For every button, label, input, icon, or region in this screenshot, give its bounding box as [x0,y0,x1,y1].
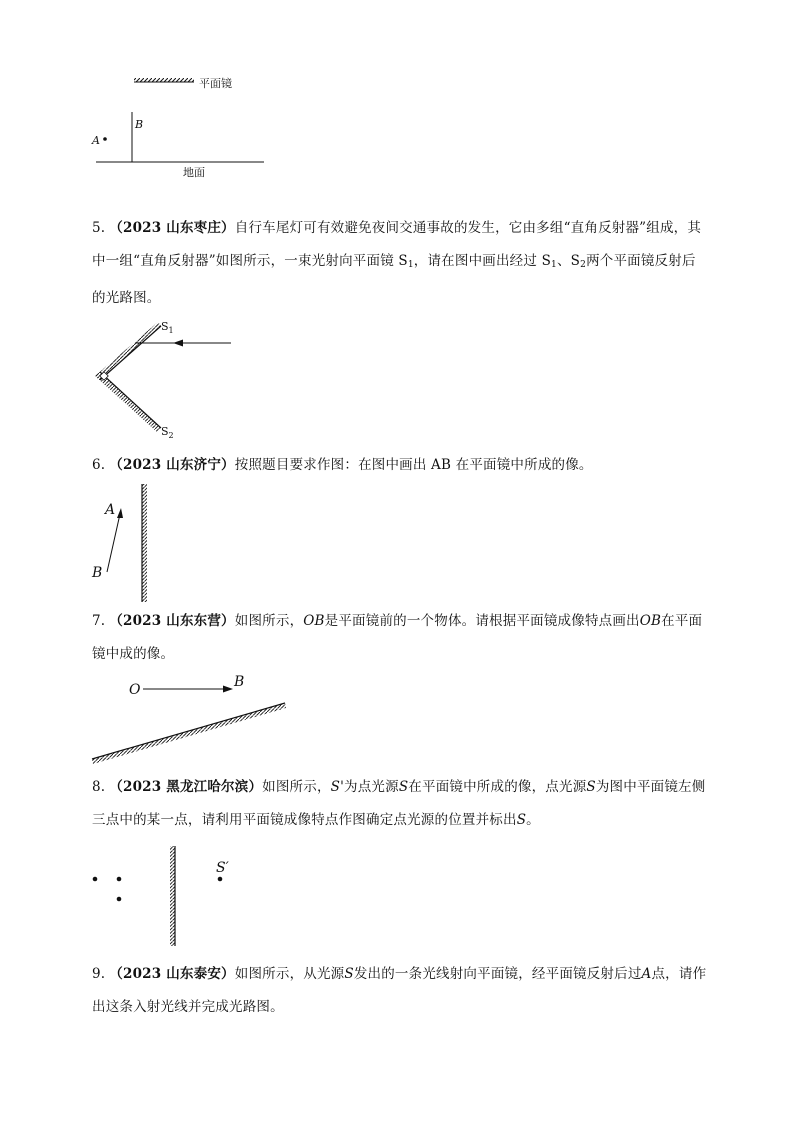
question-7 [92,605,708,671]
figure-point-sources [85,840,245,952]
figure-ob-slanted-mirror [85,670,295,770]
question-text: 在平面镜中成的像。 [92,613,703,662]
question-5 [92,212,708,315]
italic-label: S [398,779,409,795]
figure-mirror-ground [80,70,280,185]
label-a: A [92,134,100,147]
italic-label: S [586,779,596,795]
image-point-dot [218,877,223,882]
question-source: （2023 山东东营） [109,613,235,629]
vertical-mirror [142,484,147,602]
question-text: 在平面镜中所成的像，点光源 [408,779,587,795]
mirror-s1 [95,322,161,380]
question-number: 5. [92,220,106,236]
figure-ab-vertical-mirror [85,480,175,605]
subscript: 2 [580,260,587,270]
label-o: O [129,682,141,698]
object-ab [107,514,120,572]
label-b: B [234,674,245,690]
question-6 [92,449,708,482]
question-source: （2023 山东枣庄） [109,220,235,236]
ground-label: 地面 [183,166,205,179]
question-text: 点，请作出这条入射光线并完成光路图。 [92,966,707,1015]
candidate-point [93,877,98,882]
subscript: 1 [407,260,414,270]
point-a-dot [103,137,107,141]
question-text: 、S [556,253,581,269]
italic-label: S [344,966,354,982]
question-source: （2023 山东泰安） [109,966,235,982]
label-b: B [135,118,144,131]
question-text: 两个平面镜反射后的光路图。 [92,253,696,306]
question-text: 如图所示，从光源 [234,966,345,982]
subscript: 1 [551,260,557,270]
candidate-point [117,877,122,882]
arrowhead-icon [173,340,183,347]
label-s1: $S_1$ [161,320,174,335]
question-text: 发出的一条光线射向平面镜，经平面镜反射后过 [353,966,642,982]
label-s-prime: S′ [216,860,229,876]
question-text: 为点光源 [344,779,399,795]
label-b: B [92,565,103,581]
question-source: （2023 黑龙江哈尔滨） [109,779,263,795]
italic-label: S [516,812,527,828]
question-number: 9. [92,966,106,982]
italic-label: OB [639,613,662,629]
question-text: 是平面镜前的一个物体。请根据平面镜成像特点画出 [324,613,640,629]
arrowhead-icon [223,686,233,693]
question-text: 自行车尾灯可有效避免夜间交通事故的发生，它由多组“直角反射器”组成，其中一组“直角反射器”如图所示，一束光射向平面镜 S [92,220,702,269]
question-source: （2023 山东济宁） [109,457,235,473]
question-text: 按照题目要求作图：在图中画出 AB 在平面镜中所成的像。 [234,457,593,473]
question-number: 6. [92,457,106,473]
question-text: ，请在图中画出经过 S [413,253,552,269]
question-text: 。 [526,812,540,828]
question-8 [92,771,708,837]
horizontal-mirror [134,78,194,82]
question-text: 如图所示， [234,613,304,629]
label-a: A [105,502,116,518]
figure-corner-reflector [85,310,245,445]
italic-label: A [641,966,652,982]
arrowhead-icon [117,508,123,518]
question-text: 为图中平面镜左侧三点中的某一点，请利用平面镜成像特点作图确定点光源的位置并标出 [92,779,706,828]
question-9 [92,958,708,1024]
slanted-mirror [92,703,286,764]
vertical-mirror [170,846,175,946]
candidate-point [117,897,122,902]
question-number: 8. [92,779,106,795]
question-number: 7. [92,613,106,629]
label-s2: $S_2$ [161,425,174,440]
mirror-s2 [95,372,161,432]
italic-label: OB [303,613,325,629]
question-text: 如图所示， [262,779,331,795]
mirror-label: 平面镜 [199,77,232,90]
italic-label: S' [330,779,345,795]
